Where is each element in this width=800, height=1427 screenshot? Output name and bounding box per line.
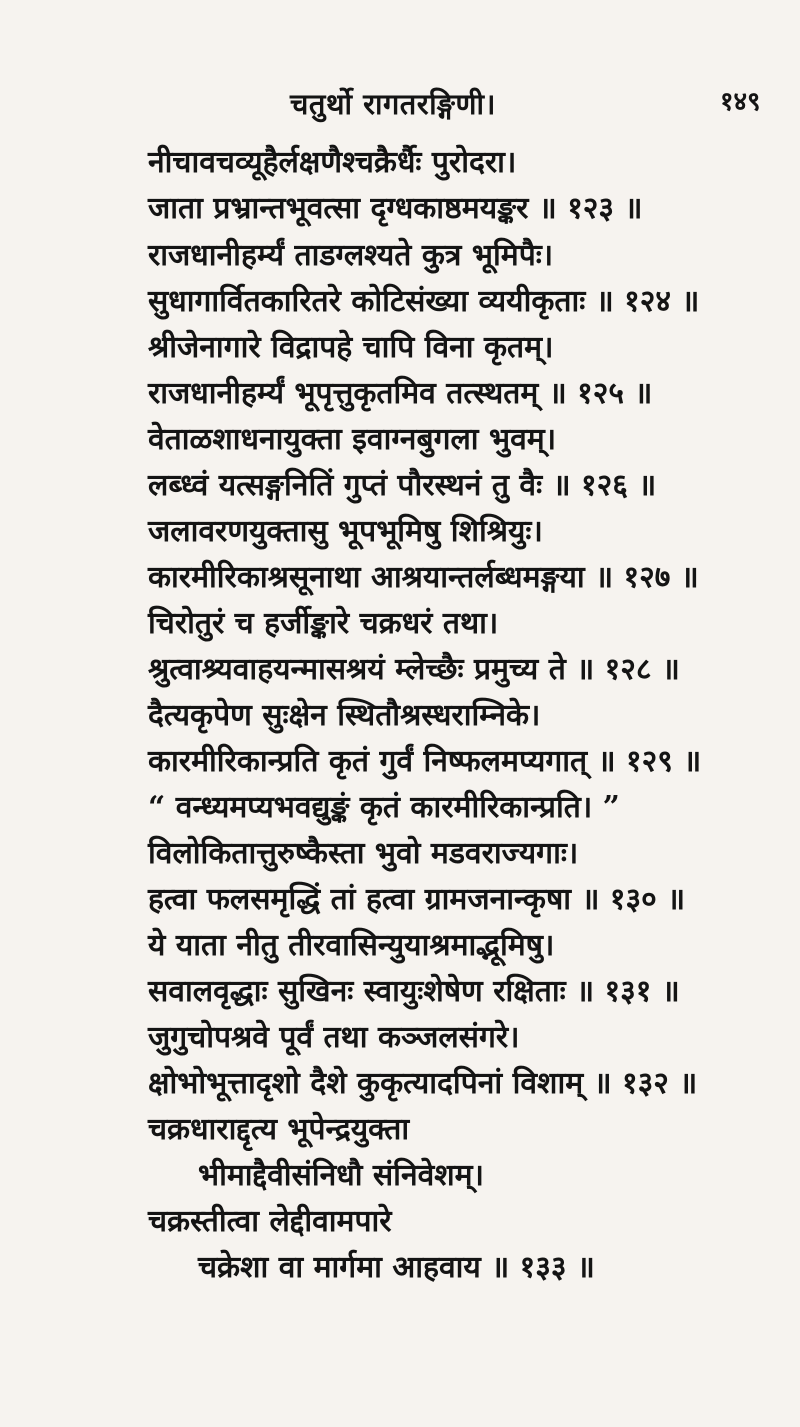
verse-line-13: दैत्यकृपेण सुःक्षेन स्थितौश्रस्धराम्निके। — [148, 698, 541, 733]
verse-line-21: क्षोभोभूत्तादृशो दैशे कुकृत्यादपिनां विशाम् ॥ १३२ ॥ — [148, 1066, 698, 1101]
verse-line-23: भीमाद्दैवीसंनिधौ संनिवेशम्। — [198, 1158, 484, 1193]
verse-line-5: श्रीजेनागारे विद्रापहे चापि विना कृतम्। — [148, 330, 554, 365]
verse-line-12: श्रुत्वाश्र्यवाहयन्मासश्रयं म्लेच्छैः प्रमुच्य ते ॥ १२८ ॥ — [148, 652, 680, 687]
verse-line-18: ये याता नीतु तीरवासिन्युयाश्रमाद्भूमिषु। — [148, 928, 555, 963]
verse-line-16: विलोकितात्तुरुष्कैस्ता भुवो मडवराज्यगाः। — [148, 836, 579, 871]
verse-line-25: चक्रेशा वा मार्गमा आहवाय ॥ १३३ ॥ — [198, 1250, 595, 1285]
verse-line-10: कारमीरिकाश्रसूनाथा आश्रयान्तर्लब्धमङ्गया ॥ १२७ ॥ — [148, 560, 699, 595]
verse-line-19: सवालवृद्धाः सुखिनः स्वायुःशेषेण रक्षिताः ॥ १३१ ॥ — [148, 974, 680, 1009]
verse-line-15: “ वन्ध्यमप्यभवद्युङ्कं कृतं कारमीरिकान्प्रति। ” — [148, 790, 620, 825]
verse-line-6: राजधानीहर्म्यं भूपृत्तुकृतमिव तत्स्थतम् ॥ १२५ ॥ — [148, 376, 653, 411]
verse-line-14: कारमीरिकान्प्रति कृतं गुर्वं निष्फलमप्यगात् ॥ १२९ ॥ — [148, 744, 702, 779]
verse-line-20: जुगुचोपश्रवे पूर्वं तथा कञ्जलसंगरे। — [148, 1020, 520, 1055]
verse-line-2: जाता प्रभ्रान्तभूवत्सा दृग्धकाष्ठमयङ्कर ॥ १२३ ॥ — [148, 191, 643, 226]
verse-line-17: हत्वा फलसमृद्धिं तां हत्वा ग्रामजनान्कृषा ॥ १३० ॥ — [148, 882, 686, 917]
running-title: चतुर्थो रागतरङ्गिणी। — [290, 87, 497, 121]
verse-line-11: चिरोतुरं च हर्जीङ्कारे चक्रधरं तथा। — [148, 606, 499, 641]
page-number: १४९ — [720, 87, 761, 117]
verse-line-24: चक्रस्तीत्वा लेद्दीवामपारे — [148, 1204, 392, 1239]
verse-line-8: लब्ध्वं यत्सङ्गनितिं गुप्तं पौरस्थनं तु वैः ॥ १२६ ॥ — [148, 468, 657, 503]
verse-line-3: राजधानीहर्म्यं ताडग्लश्यते कुत्र भूमिपैः। — [148, 238, 554, 273]
verse-line-9: जलावरणयुक्तासु भूपभूमिषु शिश्रियुः। — [148, 514, 543, 549]
verse-line-4: सुधागार्वितकारितरे कोटिसंख्या व्ययीकृताः ॥ १२४ ॥ — [148, 284, 700, 319]
verse-line-22: चक्रधाराद्दृत्य भूपेन्द्रयुक्ता — [148, 1112, 410, 1147]
verse-line-7: वेताळशाधनायुक्ता इवाग्नबुगला भुवम्। — [148, 422, 557, 457]
verse-line-1: नीचावचव्यूहैर्लक्षणैश्चक्रैर्धैः पुरोदरा। — [148, 145, 517, 180]
